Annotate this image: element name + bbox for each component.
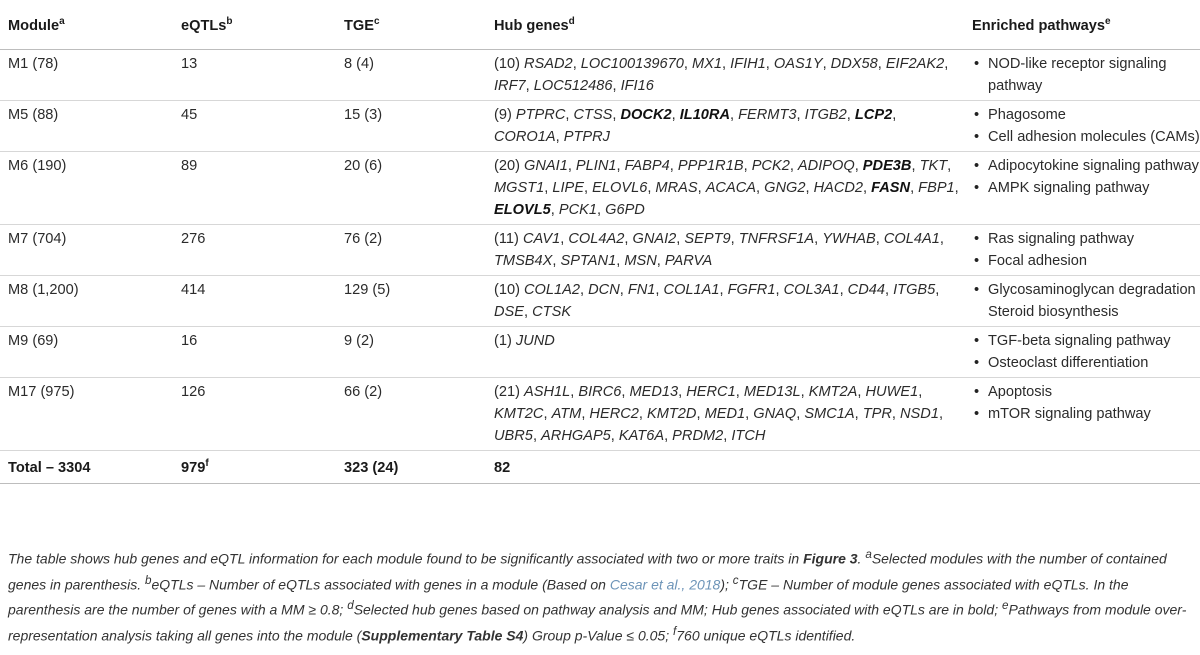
hub-gene: COL4A1 bbox=[883, 231, 940, 247]
hub-gene: FBP1 bbox=[918, 180, 955, 196]
hub-gene: CD44 bbox=[847, 282, 885, 298]
hub-gene: TMSB4X bbox=[494, 253, 553, 269]
cell-module: M1 (78) bbox=[0, 50, 173, 101]
hub-gene: ACACA bbox=[705, 180, 756, 196]
cell-tge: 8 (4) bbox=[336, 50, 484, 101]
hub-gene-eqtl: PDE3B bbox=[862, 158, 912, 174]
caption-text: 760 unique eQTLs identified. bbox=[676, 627, 856, 644]
caption-footnote-mark: b bbox=[144, 573, 152, 587]
hub-gene: OAS1Y bbox=[773, 56, 823, 72]
total-eqtls: 979$^f$ bbox=[173, 451, 336, 484]
caption-text: ) Group p-Value ≤ 0.05; bbox=[523, 627, 673, 644]
cell-pathways bbox=[964, 50, 1200, 101]
hub-gene: PARVA bbox=[664, 253, 713, 269]
cell-eqtls: 16 bbox=[173, 327, 336, 378]
pathway-item: • Apoptosis bbox=[972, 381, 1200, 403]
hub-gene: COL4A2 bbox=[568, 231, 625, 247]
hub-gene: HUWE1 bbox=[865, 384, 919, 400]
cell-tge: 129 (5) bbox=[336, 276, 484, 327]
cell-hub-genes: (11) CAV1, COL4A2, GNAI2, SEPT9, TNFRSF1A, YWHAB, COL4A1, TMSB4X, SPTAN1, MSN, PARVA bbox=[484, 225, 964, 276]
caption-text: . bbox=[857, 550, 866, 567]
hub-gene: MGST1 bbox=[494, 180, 545, 196]
cell-pathways bbox=[964, 327, 1200, 378]
cell-hub-genes bbox=[484, 327, 964, 378]
hub-gene: GNAI2 bbox=[632, 231, 677, 247]
hub-gene: PTPRJ bbox=[563, 129, 610, 145]
hub-gene: IFI16 bbox=[620, 78, 654, 94]
hub-gene: LOC100139670 bbox=[580, 56, 684, 72]
hub-gene: PCK2 bbox=[751, 158, 790, 174]
hub-gene: PRDM2 bbox=[672, 428, 724, 444]
hub-gene: COL1A1 bbox=[663, 282, 720, 298]
caption-text: Pathways from module over-representation analysis taking all genes into the module ( bbox=[8, 601, 1187, 644]
cell-pathways bbox=[964, 276, 1200, 327]
pathway-item: • Ras signaling pathway bbox=[972, 228, 1200, 250]
gene-count: (10) bbox=[494, 56, 520, 72]
gene-count: (9) bbox=[494, 107, 512, 123]
hub-gene: ITGB2 bbox=[804, 107, 847, 123]
hub-gene: PCK1 bbox=[558, 202, 597, 218]
gene-count: (20) bbox=[494, 158, 520, 174]
hub-gene: MSN bbox=[624, 253, 657, 269]
caption-text: Selected modules with the number of contained genes in parenthesis. bbox=[8, 550, 1167, 593]
hub-gene: GNAI1 bbox=[524, 158, 568, 174]
caption-footnote-mark: e bbox=[1001, 599, 1009, 613]
cell-eqtls: 89 bbox=[173, 152, 336, 225]
cell-eqtls: 126 bbox=[173, 378, 336, 451]
pathway-item: • Osteoclast differentiation bbox=[972, 352, 1200, 374]
header-hub-genes: Hub genes$^d$ bbox=[484, 0, 964, 50]
cell-module: M17 (975) bbox=[0, 378, 173, 451]
hub-gene: ATM bbox=[551, 406, 582, 422]
hub-gene: LIPE bbox=[552, 180, 585, 196]
cell-eqtls: 276 bbox=[173, 225, 336, 276]
pathway-list bbox=[972, 228, 1200, 272]
hub-gene: IFIH1 bbox=[730, 56, 766, 72]
hub-gene: NSD1 bbox=[900, 406, 939, 422]
hub-gene: HERC1 bbox=[686, 384, 736, 400]
cell-eqtls: 45 bbox=[173, 101, 336, 152]
hub-gene: YWHAB bbox=[822, 231, 876, 247]
pathway-list bbox=[972, 330, 1200, 374]
hub-gene: G6PD bbox=[605, 202, 645, 218]
hub-gene: CTSS bbox=[573, 107, 613, 123]
hub-gene: PPP1R1B bbox=[677, 158, 744, 174]
hub-gene: ITGB5 bbox=[893, 282, 936, 298]
gene-count: (1) bbox=[494, 333, 512, 349]
hub-gene: KAT6A bbox=[618, 428, 665, 444]
hub-gene: TKT bbox=[919, 158, 948, 174]
caption-ref: Figure 3 bbox=[803, 550, 858, 567]
citation-link[interactable]: Cesar et al., 2018 bbox=[609, 576, 721, 593]
cell-eqtls: 13 bbox=[173, 50, 336, 101]
header-eqtls: eQTLs$^b$ bbox=[173, 0, 336, 50]
pathway-item: Steroid biosynthesis bbox=[988, 304, 1119, 320]
caption-footnote-mark: c bbox=[732, 573, 739, 587]
hub-gene: SEPT9 bbox=[684, 231, 731, 247]
total-row bbox=[0, 451, 1200, 484]
hub-gene-eqtl: LCP2 bbox=[854, 107, 893, 123]
hub-gene: EIF2AK2 bbox=[885, 56, 945, 72]
hub-gene: KMT2C bbox=[494, 406, 544, 422]
cell-tge: 15 (3) bbox=[336, 101, 484, 152]
hub-gene: COL3A1 bbox=[783, 282, 840, 298]
cell-pathways bbox=[964, 378, 1200, 451]
hub-gene: ITCH bbox=[731, 428, 766, 444]
cell-module: M7 (704) bbox=[0, 225, 173, 276]
caption-text: The table shows hub genes and eQTL information for each module found to be significantly associated with two or more traits in bbox=[8, 550, 804, 567]
hub-gene: CAV1 bbox=[522, 231, 561, 247]
hub-gene: ASH1L bbox=[524, 384, 571, 400]
gene-count: (21) bbox=[494, 384, 520, 400]
caption-text: ); bbox=[720, 576, 733, 593]
hub-gene: PTPRC bbox=[515, 107, 566, 123]
hub-gene: DSE bbox=[494, 304, 525, 320]
cell-hub-genes: (20) GNAI1, PLIN1, FABP4, PPP1R1B, PCK2, ADIPOQ, PDE3B, TKT, MGST1, LIPE, ELOVL6, MRAS, ACACA, GNG2, HACD2, FASN, FBP1, ELOVL5, PCK1, G6PD bbox=[484, 152, 964, 225]
pathway-item: • AMPK signaling pathway bbox=[972, 177, 1200, 199]
hub-gene: HERC2 bbox=[589, 406, 639, 422]
header-row bbox=[0, 0, 1200, 50]
hub-gene: SPTAN1 bbox=[560, 253, 617, 269]
pathway-list bbox=[972, 155, 1200, 199]
cell-pathways bbox=[964, 225, 1200, 276]
caption-footnote-mark: d bbox=[347, 599, 354, 613]
cell-module: M6 (190) bbox=[0, 152, 173, 225]
hub-gene: CORO1A bbox=[494, 129, 556, 145]
hub-gene: TPR bbox=[862, 406, 892, 422]
cell-hub-genes: (10) COL1A2, DCN, FN1, COL1A1, FGFR1, COL3A1, CD44, ITGB5, DSE, CTSK bbox=[484, 276, 964, 327]
hub-gene: UBR5 bbox=[494, 428, 533, 444]
cell-module: M5 (88) bbox=[0, 101, 173, 152]
hub-gene: DDX58 bbox=[830, 56, 878, 72]
hub-gene: FN1 bbox=[627, 282, 656, 298]
hub-gene: KMT2D bbox=[647, 406, 697, 422]
hub-gene: GNG2 bbox=[764, 180, 806, 196]
hub-gene-eqtl: DOCK2 bbox=[620, 107, 672, 123]
hub-gene-eqtl: ELOVL5 bbox=[494, 202, 551, 218]
cell-pathways bbox=[964, 101, 1200, 152]
pathway-item: • Adipocytokine signaling pathway bbox=[972, 155, 1200, 177]
hub-gene: HACD2 bbox=[813, 180, 864, 196]
hub-gene: ARHGAP5 bbox=[541, 428, 611, 444]
header-tge: TGE$^c$ bbox=[336, 0, 484, 50]
gene-count: (11) bbox=[494, 231, 519, 247]
pathway-item: • Focal adhesion bbox=[972, 250, 1200, 272]
hub-gene: MX1 bbox=[691, 56, 722, 72]
cell-hub-genes: (21) ASH1L, BIRC6, MED13, HERC1, MED13L, KMT2A, HUWE1, KMT2C, ATM, HERC2, KMT2D, MED1, GNAQ, SMC1A, TPR, NSD1, UBR5, ARHGAP5, KAT6A, PRDM2, ITCH bbox=[484, 378, 964, 451]
hub-gene: MRAS bbox=[655, 180, 698, 196]
hub-gene: DCN bbox=[588, 282, 620, 298]
caption-footnote-mark: f bbox=[673, 624, 677, 638]
pathway-item: • Cell adhesion molecules (CAMs) bbox=[972, 126, 1200, 148]
caption-ref: Supplementary Table S4 bbox=[361, 627, 524, 644]
hub-gene: MED13 bbox=[629, 384, 679, 400]
hub-gene-eqtl: FASN bbox=[871, 180, 911, 196]
hub-gene: SMC1A bbox=[804, 406, 855, 422]
table-row bbox=[0, 327, 1200, 378]
pathway-list bbox=[972, 381, 1200, 425]
pathway-item: • Glycosaminoglycan degradation bbox=[972, 279, 1200, 301]
cell-pathways bbox=[964, 152, 1200, 225]
hub-gene: GNAQ bbox=[753, 406, 797, 422]
pathway-item: • mTOR signaling pathway bbox=[972, 403, 1200, 425]
cell-hub-genes: (9) PTPRC, CTSS, DOCK2, IL10RA, FERMT3, ITGB2, LCP2, CORO1A, PTPRJ bbox=[484, 101, 964, 152]
hub-gene: TNFRSF1A bbox=[738, 231, 815, 247]
caption-footnote-mark: a bbox=[865, 548, 872, 561]
table-row bbox=[0, 276, 1200, 327]
caption-text: TGE – Number of module genes associated with eQTLs. In the parenthesis are the number of genes with a MM ≥ 0.8; bbox=[8, 576, 1129, 618]
total-pathways bbox=[964, 451, 1200, 484]
cell-tge: 76 (2) bbox=[336, 225, 484, 276]
hub-gene: RSAD2 bbox=[524, 56, 573, 72]
table-row bbox=[0, 101, 1200, 152]
caption-text: eQTLs – Number of eQTLs associated with genes in a module (Based on bbox=[151, 576, 610, 593]
pathway-list bbox=[972, 53, 1200, 97]
hub-gene-eqtl: IL10RA bbox=[679, 107, 730, 123]
hub-gene: BIRC6 bbox=[578, 384, 622, 400]
cell-tge: 66 (2) bbox=[336, 378, 484, 451]
cell-module: M9 (69) bbox=[0, 327, 173, 378]
pathway-list bbox=[972, 104, 1200, 148]
hub-gene: FGFR1 bbox=[727, 282, 776, 298]
hub-gene: FABP4 bbox=[624, 158, 670, 174]
hub-gene: MED1 bbox=[704, 406, 746, 422]
hub-gene: KMT2A bbox=[808, 384, 858, 400]
pathway-item: • TGF-beta signaling pathway bbox=[972, 330, 1200, 352]
hub-gene: JUND bbox=[515, 333, 555, 349]
caption-text: Selected hub genes based on pathway analysis and MM; Hub genes associated with eQTLs are in bold; bbox=[353, 601, 1002, 618]
total-hub-genes: 82 bbox=[484, 451, 964, 484]
hub-gene: ELOVL6 bbox=[592, 180, 648, 196]
total-label: Total – 3304 bbox=[0, 451, 173, 484]
cell-module: M8 (1,200) bbox=[0, 276, 173, 327]
header-enriched-pathways: Enriched pathways$^e$ bbox=[964, 0, 1200, 50]
gene-count: (10) bbox=[494, 282, 520, 298]
table-row bbox=[0, 152, 1200, 225]
hub-gene: IRF7 bbox=[494, 78, 526, 94]
cell-tge: 9 (2) bbox=[336, 327, 484, 378]
header-module: Module$^a$ bbox=[0, 0, 173, 50]
table-body bbox=[0, 50, 1200, 484]
pathway-item: • NOD-like receptor signaling pathway bbox=[972, 53, 1200, 97]
hub-gene: LOC512486 bbox=[533, 78, 613, 94]
table-row bbox=[0, 50, 1200, 101]
hub-gene: FERMT3 bbox=[738, 107, 797, 123]
hub-gene: ADIPOQ bbox=[797, 158, 855, 174]
cell-hub-genes: (10) RSAD2, LOC100139670, MX1, IFIH1, OAS1Y, DDX58, EIF2AK2, IRF7, LOC512486, IFI16 bbox=[484, 50, 964, 101]
hub-gene: MED13L bbox=[743, 384, 801, 400]
table-caption bbox=[8, 544, 1194, 647]
cell-eqtls: 414 bbox=[173, 276, 336, 327]
total-tge: 323 (24) bbox=[336, 451, 484, 484]
hub-gene: PLIN1 bbox=[575, 158, 617, 174]
pathway-list bbox=[972, 279, 1200, 323]
hub-gene: COL1A2 bbox=[524, 282, 580, 298]
cell-tge: 20 (6) bbox=[336, 152, 484, 225]
table-row bbox=[0, 378, 1200, 451]
pathway-item: • Phagosome bbox=[972, 104, 1200, 126]
hub-gene: CTSK bbox=[532, 304, 572, 320]
table-row bbox=[0, 225, 1200, 276]
